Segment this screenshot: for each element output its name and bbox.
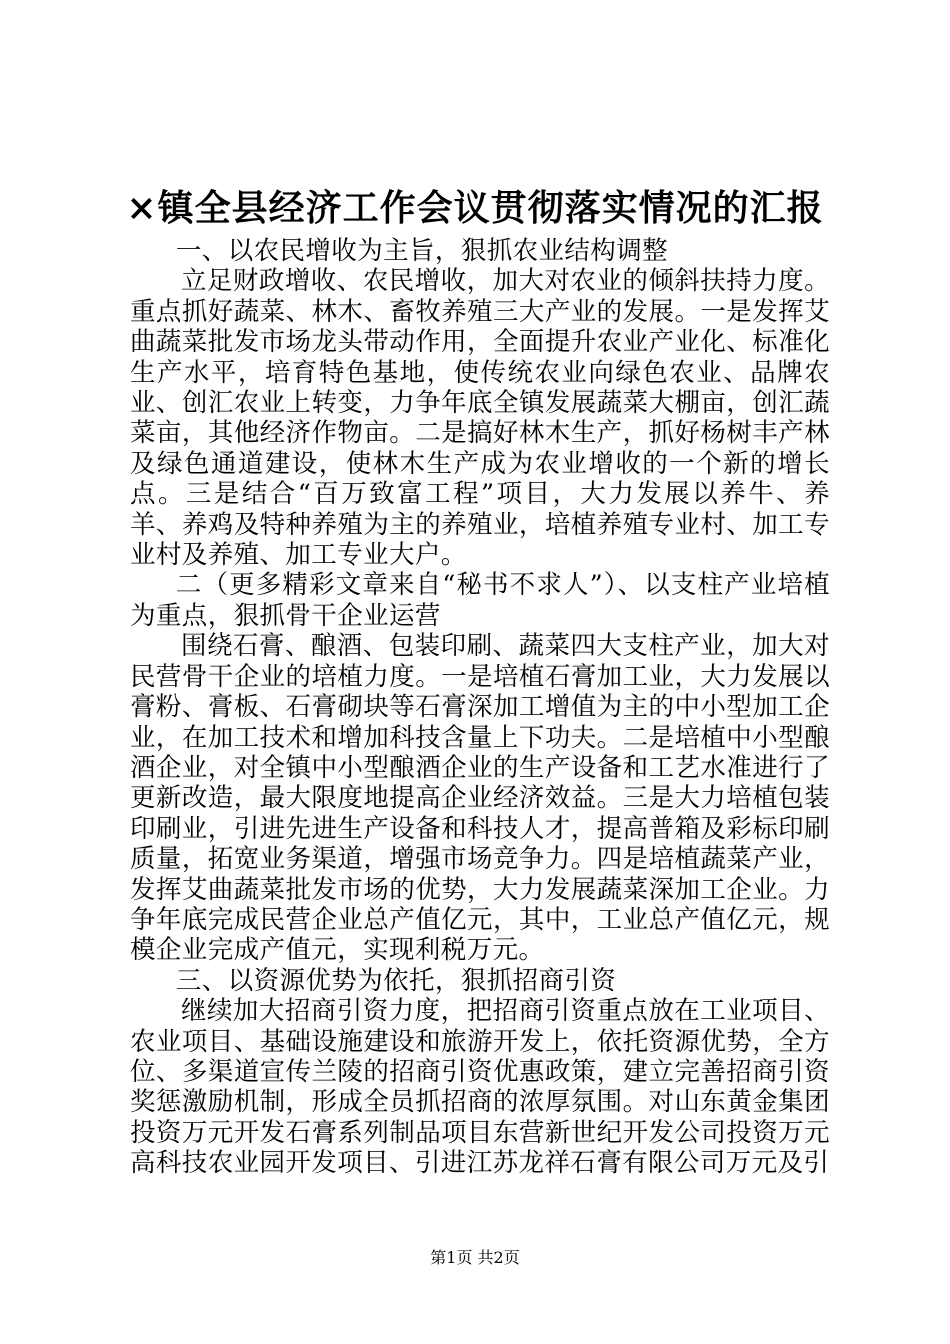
body-paragraph-2: 围绕石膏、酿酒、包装印刷、蔬菜四大支柱产业，加大对民营骨干企业的培植力度。一是培植石膏加工业，大力发展以膏粉、膏板、石膏砌块等石膏深加工增值为主的中小型加工企业，在加工技术和增加科技含量上下功夫。二是培植中小型酿酒企业，对全镇中小型酿酒企业的生产设备和工艺水准进行了更新改造，最大限度地提高企业经济效益。三是大力培植包装印刷业，引进先进生产设备和科技人才，提高普箱及彩标印刷质量，拓宽业务渠道，增强市场竞争力。四是培植蔬菜产业，发挥艾曲蔬菜批发市场的优势，大力发展蔬菜深加工企业。力争年底完成民营企业总产值亿元，其中，工业总产值亿元，规模企业完成产值元，实现利税万元。 — [130, 631, 830, 966]
section-heading-2: 二（更多精彩文章来自“秘书不求人”）、以支柱产业培植为重点，狠抓骨干企业运营 — [130, 570, 830, 631]
section-heading-3: 三、以资源优势为依托，狠抓招商引资 — [175, 965, 617, 996]
page-footer: 第1页 共2页 — [430, 1248, 520, 1267]
document-body — [130, 236, 830, 1179]
body-paragraph-1: 立足财政增收、农民增收，加大对农业的倾斜扶持力度。重点抓好蔬菜、林木、畜牧养殖三大产业的发展。一是发挥艾曲蔬菜批发市场龙头带动作用，全面提升农业产业化、标准化生产水平，培育特色基地，使传统农业向绿色农业、品牌农业、创汇农业上转变，力争年底全镇发展蔬菜大棚亩，创汇蔬菜亩，其他经济作物亩。二是搞好林木生产，抓好杨树丰产林及绿色通道建设，使林木生产成为农业增收的一个新的增长点。三是结合“百万致富工程”项目，大力发展以养牛、养羊、养鸡及特种养殖为主的养殖业，培植养殖专业村、加工专业村及养殖、加工专业大户。 — [130, 266, 830, 571]
document-title: ×镇全县经济工作会议贯彻落实情况的汇报 — [126, 187, 824, 229]
section-heading-1: 一、以农民增收为主旨，狠抓农业结构调整 — [175, 236, 668, 266]
body-paragraph-3: 继续加大招商引资力度，把招商引资重点放在工业项目、农业项目、基础设施建设和旅游开发上，依托资源优势，全方位、多渠道宣传兰陵的招商引资优惠政策，建立完善招商引资奖惩激励机制，形成全员抓招商的浓厚氛围。对山东黄金集团投资万元开发石膏系列制品项目东营新世纪开发公司投资万元高科技农业园开发项目、引进江苏龙祥石膏有限公司万元及引 — [130, 996, 830, 1179]
